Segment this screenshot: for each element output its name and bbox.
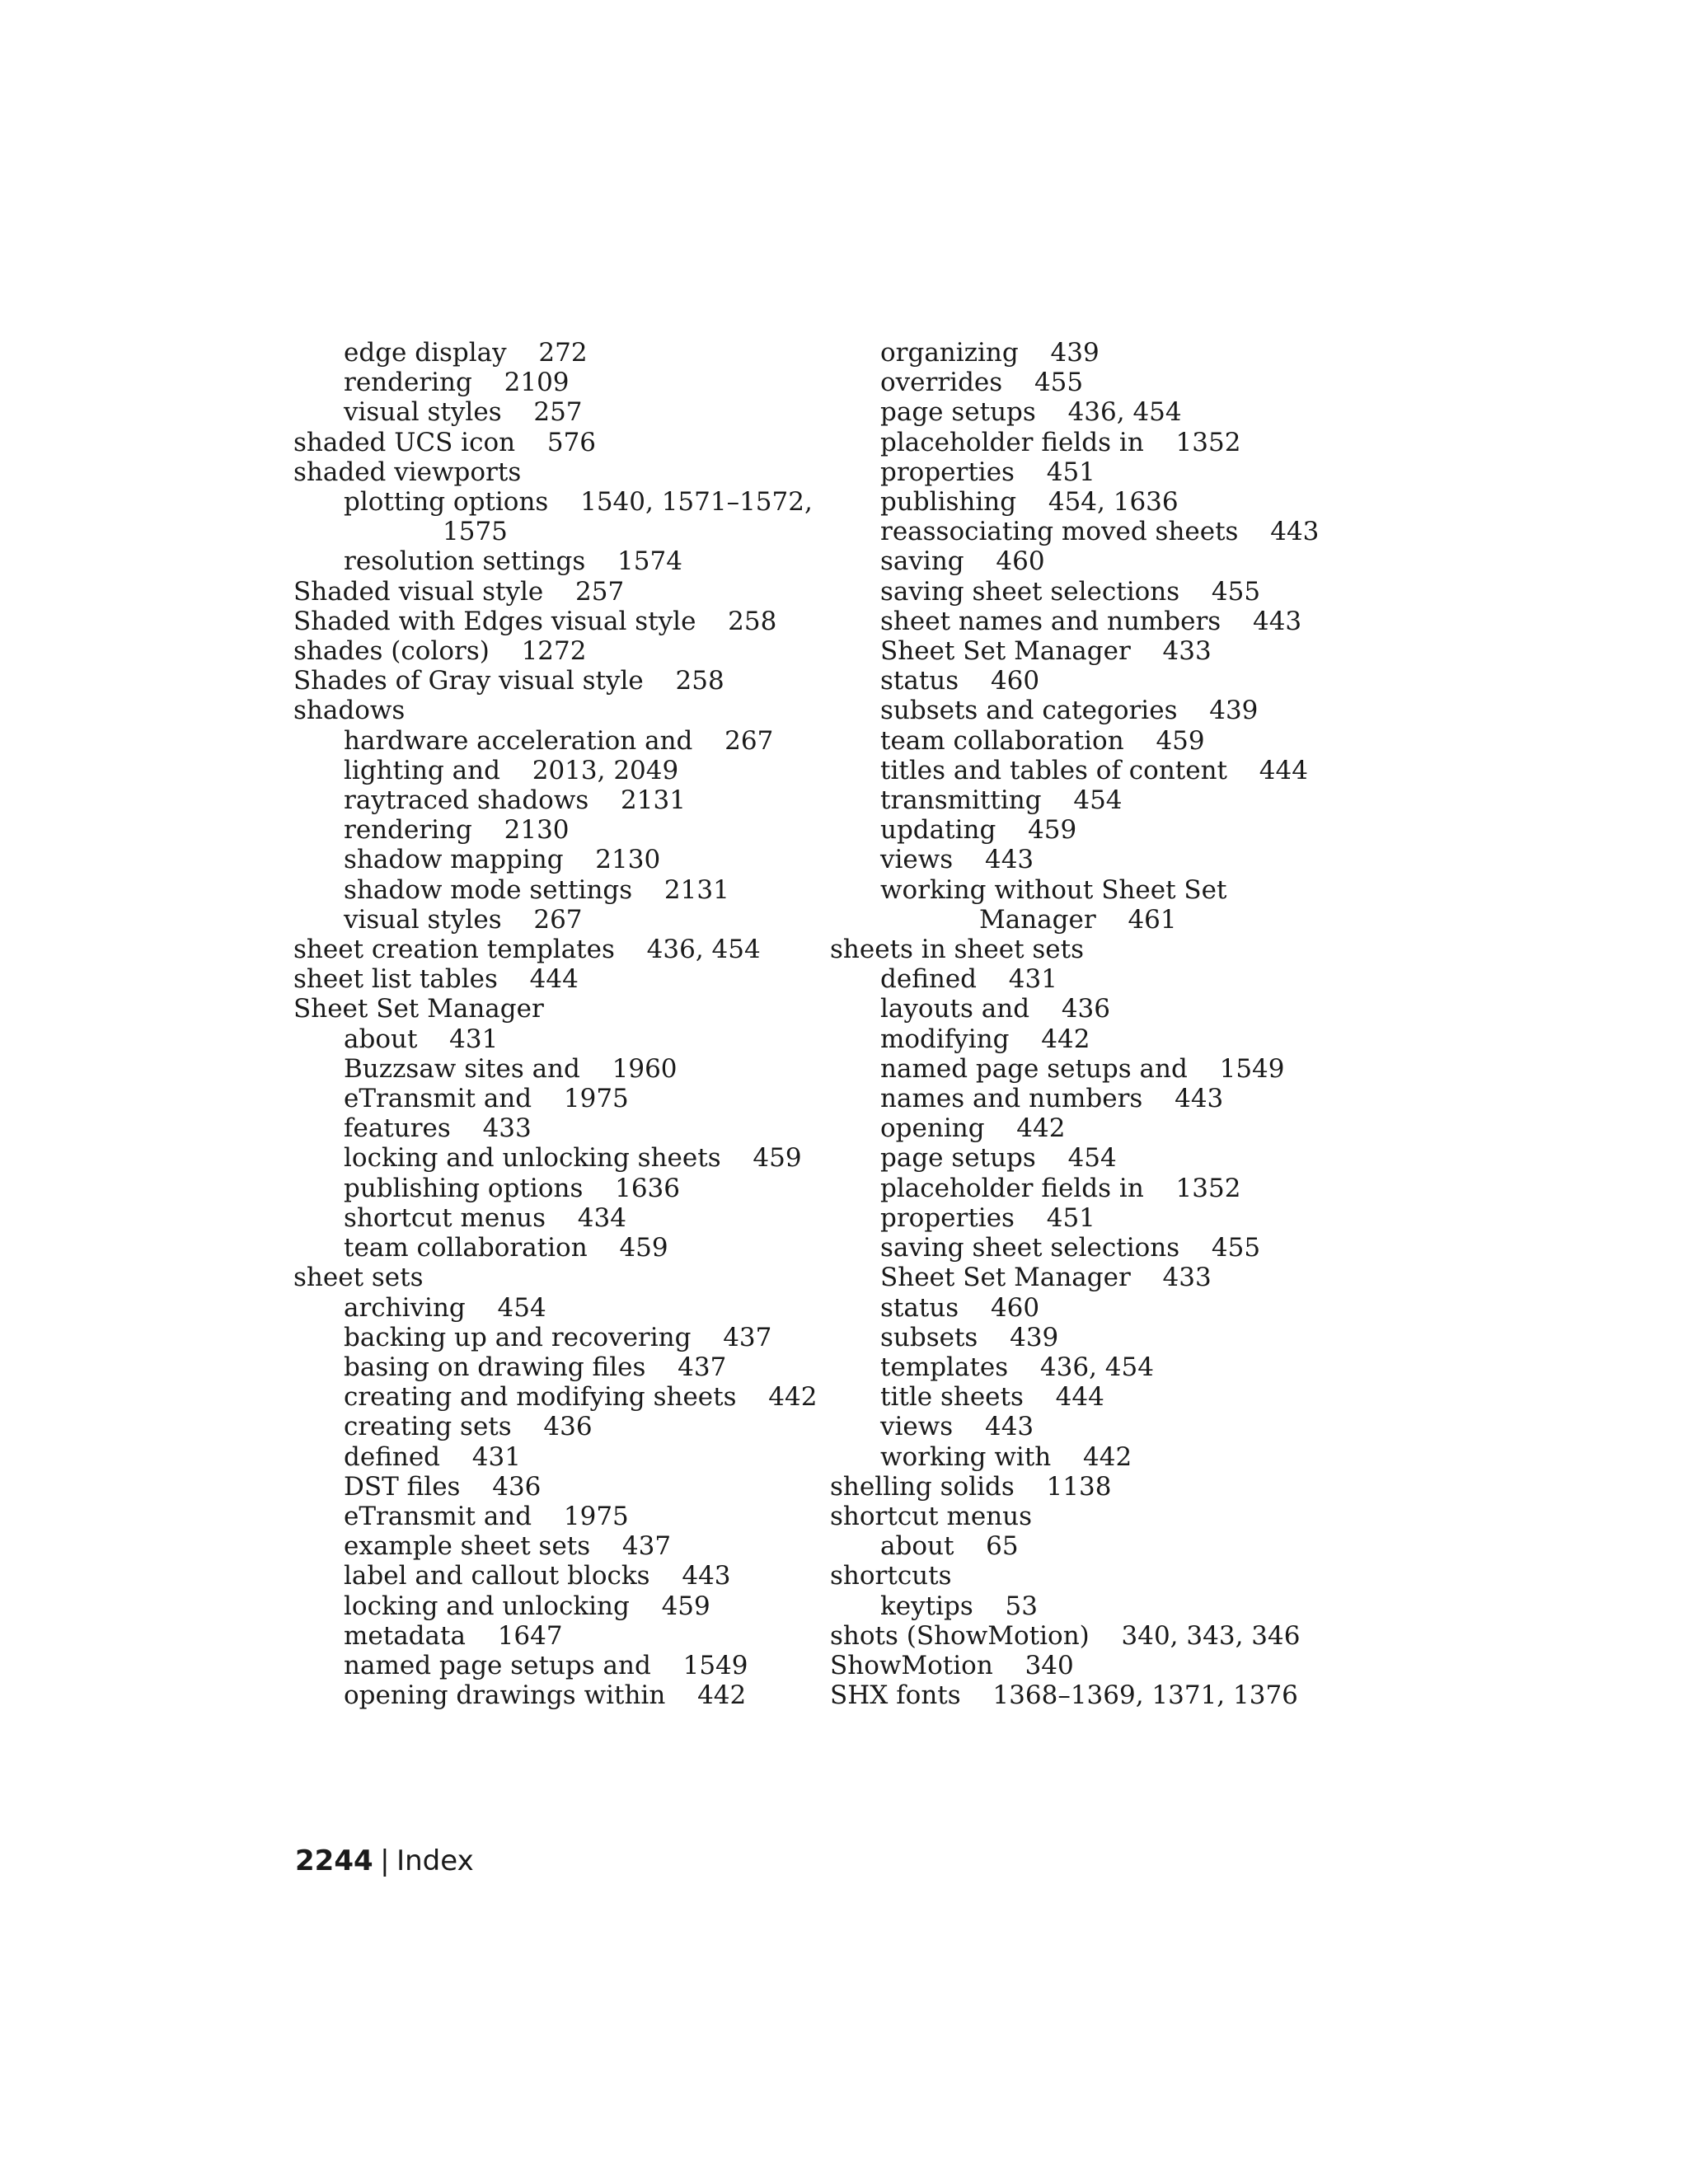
index-entry <box>830 1352 1325 1382</box>
index-entry <box>293 546 788 576</box>
index-entry <box>830 397 1325 427</box>
index-term: raytraced shadows <box>344 785 589 816</box>
index-page-numbers: 442 <box>768 1382 818 1413</box>
index-term: templates <box>880 1352 1009 1382</box>
index-entry <box>830 964 1325 994</box>
index-term: Sheet Set Manager <box>880 1263 1131 1293</box>
index-term: edge display <box>344 338 507 368</box>
index-entry <box>830 1472 1325 1502</box>
index-term: status <box>880 1292 959 1323</box>
index-term: about <box>344 1024 418 1054</box>
index-entry <box>830 1502 1325 1531</box>
index-page-numbers: 451 <box>1046 1202 1095 1233</box>
index-term: page setups <box>880 1143 1036 1174</box>
index-column-right <box>830 338 1325 1710</box>
index-term: shelling solids <box>830 1471 1015 1502</box>
index-column-left <box>293 338 818 1711</box>
index-page-numbers: 439 <box>1209 696 1259 726</box>
index-term: 1575 <box>443 517 508 547</box>
index-term: saving sheet selections <box>880 576 1180 607</box>
index-page-numbers: 1540, 1571–1572, <box>580 487 813 518</box>
index-term: sheet creation templates <box>293 935 615 965</box>
index-term: visual styles <box>344 397 502 428</box>
index-entry <box>830 1054 1325 1084</box>
index-term: sheets in sheet sets <box>830 935 1085 965</box>
index-entry <box>830 1113 1325 1143</box>
index-page-numbers: 443 <box>984 845 1034 875</box>
index-entry <box>830 666 1325 696</box>
index-entry <box>830 905 1325 935</box>
index-entry <box>293 1113 788 1143</box>
index-term: team collaboration <box>880 725 1124 756</box>
index-page-numbers: 444 <box>529 964 579 995</box>
index-page-numbers: 442 <box>697 1680 747 1711</box>
index-term: subsets and categories <box>880 696 1178 726</box>
index-page-numbers: 433 <box>1162 636 1212 667</box>
index-term: Sheet Set Manager <box>880 636 1131 667</box>
index-entry <box>830 1323 1325 1352</box>
index-page-numbers: 1636 <box>615 1173 681 1203</box>
index-term: transmitting <box>880 785 1042 816</box>
index-term: resolution settings <box>344 546 586 577</box>
index-page-numbers: 1549 <box>682 1650 748 1680</box>
index-entry <box>293 875 788 905</box>
index-page-numbers: 436, 454 <box>1067 397 1182 428</box>
index-term: locking and unlocking sheets <box>344 1143 721 1174</box>
index-entry <box>830 428 1325 457</box>
page-number: 2244 <box>295 1844 373 1877</box>
index-page-numbers: 454 <box>1067 1143 1117 1174</box>
index-entry <box>830 1442 1325 1472</box>
index-entry <box>830 1621 1325 1651</box>
index-page-numbers: 459 <box>753 1143 802 1174</box>
index-entry <box>293 1174 788 1203</box>
index-entry <box>830 1412 1325 1441</box>
index-page-numbers: 1138 <box>1046 1471 1112 1502</box>
index-entry <box>293 1323 788 1352</box>
index-term: basing on drawing files <box>344 1352 646 1382</box>
index-entry <box>830 607 1325 636</box>
index-term: saving sheet selections <box>880 1233 1180 1263</box>
index-term: overrides <box>880 368 1003 398</box>
index-entry <box>830 1591 1325 1621</box>
index-entry <box>830 1531 1325 1561</box>
index-page-numbers: 2130 <box>504 815 570 846</box>
index-page-numbers: 443 <box>1175 1084 1224 1114</box>
index-page-numbers: 444 <box>1055 1382 1104 1413</box>
index-page-numbers: 454, 1636 <box>1048 487 1179 518</box>
index-term: Sheet Set Manager <box>293 994 544 1024</box>
index-term: Manager <box>979 904 1096 935</box>
index-entry <box>293 1143 802 1174</box>
index-page-numbers: 436, 454 <box>1039 1352 1154 1382</box>
index-term: about <box>880 1531 954 1562</box>
index-term: creating and modifying sheets <box>344 1382 737 1413</box>
index-entry <box>830 457 1325 487</box>
index-term: archiving <box>344 1292 466 1323</box>
index-entry <box>830 1651 1325 1680</box>
index-entry <box>830 726 1325 756</box>
index-entry <box>293 905 788 935</box>
index-term: working without Sheet Set <box>880 874 1227 905</box>
index-page-numbers: 443 <box>1252 606 1302 636</box>
index-entry <box>293 1412 788 1441</box>
index-term: shaded UCS icon <box>293 427 516 457</box>
index-term: shortcut menus <box>830 1501 1033 1531</box>
index-entry <box>293 1651 788 1680</box>
index-entry <box>293 756 788 785</box>
index-entry <box>830 845 1325 874</box>
index-term: titles and tables of content <box>880 755 1228 785</box>
index-entry <box>293 1531 788 1561</box>
index-page-numbers: 442 <box>1041 1024 1090 1054</box>
index-term: DST files <box>344 1471 461 1502</box>
index-page-numbers: 2109 <box>504 368 570 398</box>
index-term: keytips <box>880 1591 973 1621</box>
index-page-numbers: 434 <box>577 1202 626 1233</box>
index-entry <box>293 338 788 368</box>
index-page-numbers: 459 <box>1156 725 1205 756</box>
index-page-numbers: 454 <box>497 1292 546 1323</box>
index-page-numbers: 340, 343, 346 <box>1121 1620 1301 1651</box>
index-entry <box>293 964 788 994</box>
index-entry <box>293 845 788 874</box>
index-term: shortcuts <box>830 1561 952 1591</box>
index-term: views <box>880 1412 954 1442</box>
index-term: reassociating moved sheets <box>880 517 1239 547</box>
index-term: named page setups and <box>344 1650 651 1680</box>
index-term: shots (ShowMotion) <box>830 1620 1090 1651</box>
index-page-numbers: 437 <box>678 1352 727 1382</box>
index-page-numbers: 65 <box>986 1531 1019 1562</box>
index-term: SHX fonts <box>830 1680 961 1711</box>
index-entry <box>293 1352 788 1382</box>
index-entry <box>293 1591 788 1621</box>
index-page-numbers: 439 <box>1010 1322 1059 1352</box>
index-term: defined <box>880 964 978 995</box>
index-page-numbers: 455 <box>1034 368 1084 398</box>
index-entry <box>293 1680 788 1710</box>
index-term: shortcut menus <box>344 1202 546 1233</box>
index-entry <box>830 1680 1325 1710</box>
index-term: Shaded visual style <box>293 576 544 607</box>
index-term: status <box>880 666 959 696</box>
index-page-numbers: 459 <box>1028 815 1077 846</box>
index-entry <box>830 1561 1325 1591</box>
index-page-numbers: 2130 <box>595 845 661 875</box>
index-page-numbers: 1647 <box>497 1620 563 1651</box>
index-entry <box>293 1054 788 1084</box>
index-page-numbers: 443 <box>1270 517 1320 547</box>
index-entry <box>293 1621 788 1651</box>
index-entry <box>830 696 1325 725</box>
index-entry <box>830 1084 1325 1113</box>
index-entry <box>830 368 1325 397</box>
index-term: label and callout blocks <box>344 1561 650 1591</box>
index-entry <box>830 935 1325 964</box>
index-page-numbers: 1574 <box>617 546 682 577</box>
index-term: team collaboration <box>344 1233 588 1263</box>
index-page-numbers: 1975 <box>563 1501 629 1531</box>
index-page-numbers: 1272 <box>521 636 587 667</box>
index-entry <box>830 1174 1325 1203</box>
index-term: title sheets <box>880 1382 1024 1413</box>
index-term: Shaded with Edges visual style <box>293 606 696 636</box>
index-entry <box>830 875 1325 905</box>
index-page-numbers: 460 <box>990 666 1040 696</box>
index-term: placeholder fields in <box>880 1173 1144 1203</box>
section-title: Index <box>396 1844 474 1877</box>
index-page-numbers: 460 <box>990 1292 1040 1323</box>
index-entry <box>830 1233 1325 1263</box>
index-page-numbers: 267 <box>724 725 774 756</box>
index-entry <box>830 1263 1325 1292</box>
index-entry <box>293 1382 818 1413</box>
index-page-numbers: 443 <box>984 1412 1034 1442</box>
index-page-numbers: 2013, 2049 <box>532 755 679 785</box>
index-entry <box>830 577 1325 607</box>
index-page-numbers: 53 <box>1005 1591 1038 1621</box>
index-entry <box>293 696 788 725</box>
index-entry <box>293 815 788 845</box>
index-page-numbers: 451 <box>1046 457 1095 487</box>
index-term: placeholder fields in <box>880 427 1144 457</box>
index-entry <box>293 1203 788 1233</box>
index-entry <box>830 1143 1325 1173</box>
index-entry <box>830 1293 1325 1323</box>
index-page-numbers: 258 <box>728 606 777 636</box>
index-page-numbers: 437 <box>621 1531 672 1562</box>
index-term: opening drawings within <box>344 1680 666 1711</box>
index-page-numbers: 431 <box>1008 964 1057 995</box>
index-term: eTransmit and <box>344 1084 532 1114</box>
index-entry <box>830 1024 1325 1054</box>
index-page-numbers: 340 <box>1025 1650 1074 1680</box>
index-term: working with <box>880 1441 1052 1472</box>
index-page-numbers: 1549 <box>1219 1053 1285 1084</box>
index-page-numbers: 433 <box>482 1113 532 1144</box>
index-term: shadow mode settings <box>344 874 633 905</box>
index-entry <box>293 577 788 607</box>
index-term: Shades of Gray visual style <box>293 666 644 696</box>
index-page-numbers: 431 <box>471 1441 521 1472</box>
index-entry <box>830 1203 1325 1233</box>
index-entry <box>293 1233 788 1263</box>
index-entry <box>830 815 1325 845</box>
index-entry <box>830 546 1325 576</box>
index-entry <box>293 785 788 815</box>
index-page-numbers: 1975 <box>563 1084 629 1114</box>
index-entry <box>293 726 788 756</box>
index-entry <box>293 666 788 696</box>
index-page-numbers: 444 <box>1259 755 1308 785</box>
index-entry <box>293 1293 788 1323</box>
index-term: named page setups and <box>880 1053 1188 1084</box>
index-entry <box>830 785 1325 815</box>
index-term: sheet names and numbers <box>880 606 1221 636</box>
index-page-numbers: 437 <box>723 1322 772 1352</box>
index-term: modifying <box>880 1024 1010 1054</box>
index-entry <box>293 517 788 546</box>
index-term: example sheet sets <box>344 1531 591 1562</box>
index-term: sheet list tables <box>293 964 498 995</box>
index-entry <box>293 487 813 518</box>
index-term: rendering <box>344 368 472 398</box>
index-page-numbers: 443 <box>682 1561 731 1591</box>
index-term: properties <box>880 1202 1015 1233</box>
index-entry <box>830 756 1325 785</box>
index-entry <box>830 487 1325 517</box>
index-term: plotting options <box>344 487 549 518</box>
index-term: creating sets <box>344 1412 512 1442</box>
index-term: metadata <box>344 1620 466 1651</box>
index-page-numbers: 1368–1369, 1371, 1376 <box>992 1680 1298 1711</box>
index-entry <box>830 636 1325 666</box>
footer-separator: | <box>380 1844 390 1877</box>
index-entry <box>293 368 788 397</box>
index-entry <box>830 338 1325 368</box>
index-term: lighting and <box>344 755 500 785</box>
index-term: visual styles <box>344 904 502 935</box>
index-page-numbers: 455 <box>1211 576 1261 607</box>
index-entry <box>293 1442 788 1472</box>
index-term: shaded viewports <box>293 457 522 487</box>
page-footer <box>295 1844 474 1877</box>
index-page-numbers: 267 <box>533 904 583 935</box>
index-entry <box>293 636 788 666</box>
index-page-numbers: 258 <box>675 666 724 696</box>
index-entry <box>830 1382 1325 1412</box>
index-term: rendering <box>344 815 472 846</box>
index-term: Buzzsaw sites and <box>344 1053 580 1084</box>
index-page-numbers: 442 <box>1016 1113 1066 1144</box>
index-page-numbers: 439 <box>1050 338 1100 368</box>
index-page-numbers: 436 <box>492 1471 542 1502</box>
index-entry <box>293 1024 788 1054</box>
index-entry <box>293 1084 788 1113</box>
index-term: page setups <box>880 397 1036 428</box>
index-entry <box>293 397 788 427</box>
index-term: sheet sets <box>293 1263 424 1293</box>
index-entry <box>293 1263 788 1292</box>
index-term: names and numbers <box>880 1084 1143 1114</box>
index-term: updating <box>880 815 996 846</box>
index-page-numbers: 436 <box>543 1412 593 1442</box>
index-term: locking and unlocking <box>344 1591 630 1621</box>
index-term: publishing <box>880 487 1017 518</box>
index-entry <box>830 994 1325 1024</box>
index-entry <box>293 1502 788 1531</box>
index-page-numbers: 459 <box>619 1233 668 1263</box>
index-term: views <box>880 845 954 875</box>
index-entry <box>293 457 788 487</box>
index-page-numbers: 436, 454 <box>646 935 761 965</box>
index-page-numbers: 454 <box>1073 785 1123 816</box>
index-page-numbers: 272 <box>538 338 588 368</box>
index-page-numbers: 257 <box>533 397 583 428</box>
index-term: layouts and <box>880 994 1030 1024</box>
index-entry <box>830 517 1325 546</box>
index-term: publishing options <box>344 1173 584 1203</box>
index-term: ShowMotion <box>830 1650 993 1680</box>
index-page-numbers: 2131 <box>663 874 729 905</box>
index-page-numbers: 257 <box>575 576 625 607</box>
index-page-numbers: 1352 <box>1175 427 1241 457</box>
index-entry <box>293 1472 788 1502</box>
index-term: hardware acceleration and <box>344 725 693 756</box>
index-term: shadow mapping <box>344 845 564 875</box>
index-page-numbers: 436 <box>1061 994 1110 1024</box>
index-entry <box>293 428 788 457</box>
index-term: eTransmit and <box>344 1501 532 1531</box>
index-entry <box>293 994 788 1024</box>
index-page-numbers: 460 <box>996 546 1045 577</box>
index-term: backing up and recovering <box>344 1322 692 1352</box>
index-page-numbers: 2131 <box>621 785 686 816</box>
index-page-numbers: 431 <box>449 1024 499 1054</box>
index-term: shadows <box>293 696 406 726</box>
index-page-numbers: 1352 <box>1175 1173 1241 1203</box>
index-page-numbers: 1960 <box>612 1053 678 1084</box>
index-term: organizing <box>880 338 1019 368</box>
index-term: features <box>344 1113 451 1144</box>
index-term: opening <box>880 1113 985 1144</box>
index-page-numbers: 442 <box>1083 1441 1132 1472</box>
index-page-numbers: 461 <box>1128 904 1177 935</box>
index-term: subsets <box>880 1322 978 1352</box>
index-entry <box>293 935 788 964</box>
index-entry <box>293 607 788 636</box>
index-term: properties <box>880 457 1015 487</box>
index-page-numbers: 455 <box>1211 1233 1261 1263</box>
index-entry <box>293 1561 788 1591</box>
index-page-numbers: 459 <box>661 1591 710 1621</box>
index-page-numbers: 576 <box>546 427 597 457</box>
index-term: defined <box>344 1441 441 1472</box>
index-term: shades (colors) <box>293 636 490 667</box>
index-term: saving <box>880 546 964 577</box>
index-page-numbers: 433 <box>1162 1263 1212 1293</box>
